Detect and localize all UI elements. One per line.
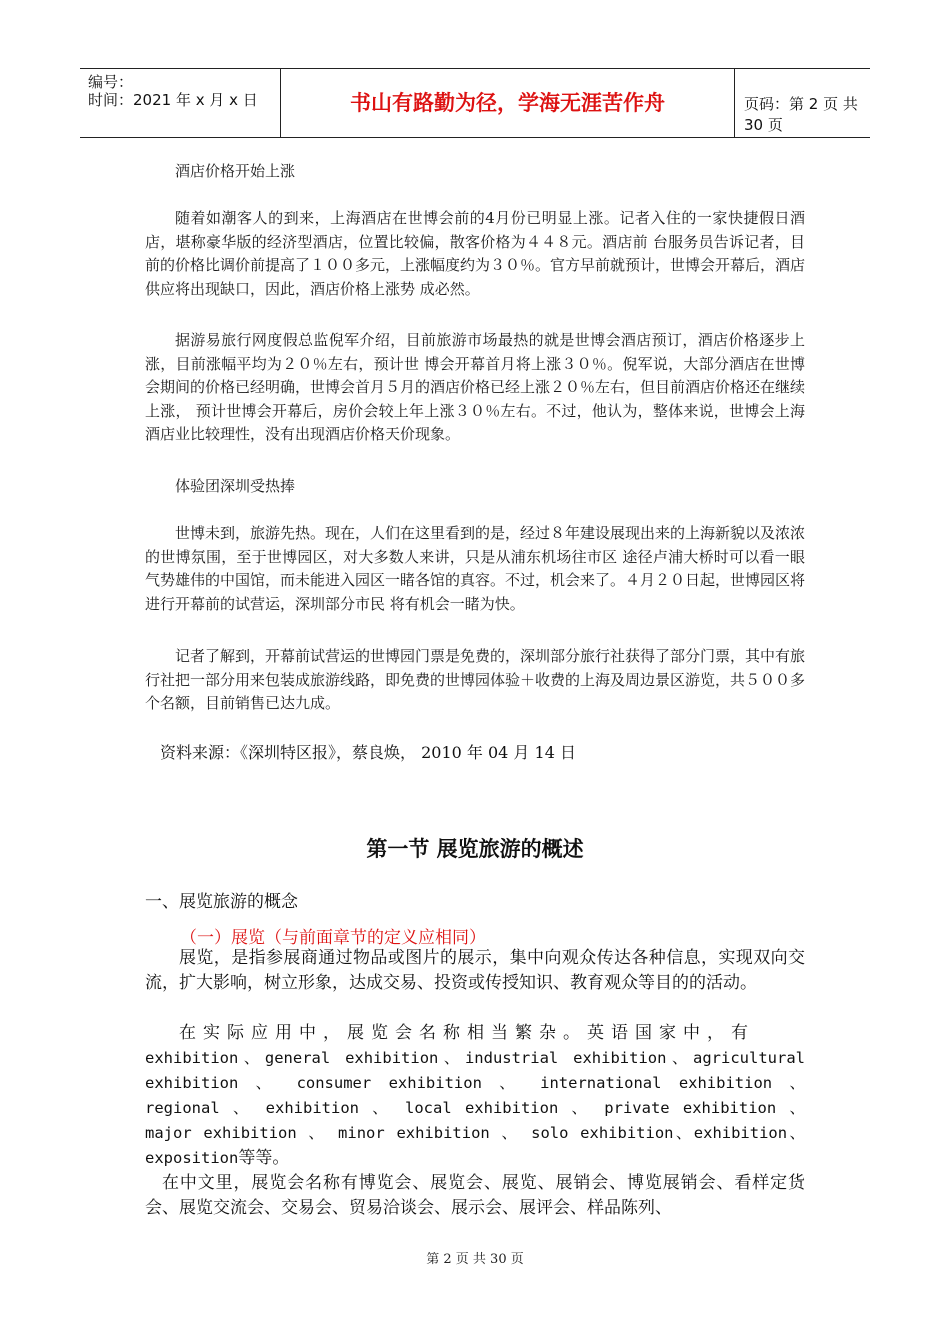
body-paragraph-tail: 等等。 — [238, 1148, 290, 1168]
time-label: 时间：2021 年 x 月 x 日 — [88, 91, 258, 109]
news-paragraph: 记者了解到，开幕前试营运的世博园门票是免费的，深圳部分旅行社获得了部分门票，其中有旅行社把一部分用来包装成旅游线路，即免费的世博园体验＋收费的上海及周边景区游览，共５００多个名额，目前销售已达九成。 — [145, 647, 806, 712]
subsection-subheading: （一）展览（与前面章节的定义应相同） — [180, 928, 486, 948]
english-terms: exhibition、general exhibition、industrial exhibition、agricultural exhibition 、 consumer exhibition 、 international exhibition 、 regional 、 exhibition 、 local exhibition 、 private exhibition 、 major exhibition 、 minor exhibition 、 solo exhibition、exhibition、exposition — [145, 1049, 805, 1167]
news-paragraph: 据游易旅行网度假总监倪军介绍，目前旅游市场最热的就是世博会酒店预订，酒店价格逐步上涨，目前涨幅平均为２０％左右，预计世 博会开幕首月将上涨３０％。倪军说，大部分酒店在世博会期间的价格已经明确，世博会首月５月的酒店价格已经上涨２０％左右，但目前酒店价格还在继续上涨， 预计世博会开幕后，房价会较上年上涨３０％左右。不过，他认为，整体来说，世博会上海酒店业比较理性，没有出现酒店价格天价现象。 — [145, 331, 806, 443]
body-paragraph-intro: 在实际应用中，展览会名称相当繁杂。英语国家中，有 — [179, 1023, 755, 1043]
page-footer: 第 2 页 共 30 页 — [426, 1252, 524, 1267]
header-divider — [734, 69, 735, 137]
header-meta — [80, 69, 280, 137]
header-page-number: 页码：第 2 页 共 30 页 — [744, 95, 858, 134]
news-heading: 酒店价格开始上涨 — [175, 162, 296, 180]
subsection-heading: 一、展览旅游的概念 — [145, 892, 298, 912]
body-paragraph: 在中文里，展览会名称有博览会、展览会、展览、展销会、博览展销会、看样定货会、展览交流会、交易会、贸易洽谈会、展示会、展评会、样品陈列、 — [145, 1173, 805, 1218]
body-paragraph: 展览，是指参展商通过物品或图片的展示，集中向观众传达各种信息，实现双向交流，扩大影响，树立形象，达成交易、投资或传授知识、教育观众等目的的活动。 — [145, 948, 805, 993]
number-label: 编号： — [88, 73, 134, 91]
news-heading: 体验团深圳受热捧 — [175, 477, 296, 495]
news-paragraph: 随着如潮客人的到来，上海酒店在世博会前的4月份已明显上涨。记者入住的一家快捷假日酒店，堪称豪华版的经济型酒店，位置比较偏，散客价格为４４８元。酒店前 台服务员告诉记者，目前的价格比调价前提高了１００多元，上涨幅度约为３０％。官方早前就预计，世博会开幕后，酒店供应将出现缺口，因此，酒店价格上涨势 成必然。 — [145, 209, 806, 298]
news-paragraph: 世博未到，旅游先热。现在，人们在这里看到的是，经过８年建设展现出来的上海新貌以及浓浓的世博氛围，至于世博园区，对大多数人来讲，只是从浦东机场往市区 途径卢浦大桥时可以看一眼气势雄伟的中国馆，而未能进入园区一睹各馆的真容。不过，机会来了。４月２０日起，世博园区将进行开幕前的试营运，深圳部分市民 将有机会一睹为快。 — [145, 524, 806, 613]
body-paragraph — [145, 1021, 805, 1171]
page-header — [80, 68, 870, 138]
body-paragraph-terms — [145, 1046, 805, 1171]
section-title: 第一节 展览旅游的概述 — [366, 837, 584, 861]
header-motto: 书山有路勤为径，学海无涯苦作舟 — [350, 91, 665, 115]
news-source: 资料来源：《深圳特区报》，蔡良焕， 2010 年 04 月 14 日 — [160, 743, 576, 762]
